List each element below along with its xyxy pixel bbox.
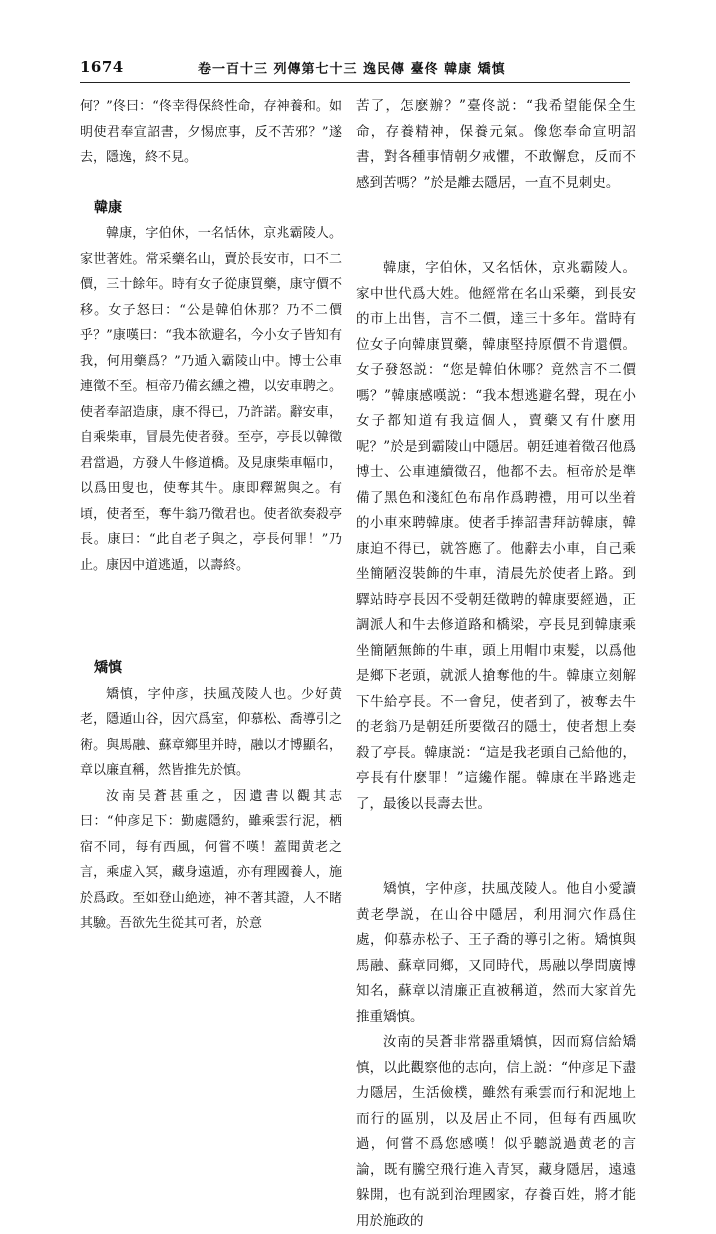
section-heading-jiao-shen: 矯慎 bbox=[94, 660, 122, 676]
spacer bbox=[80, 578, 342, 656]
spacer bbox=[356, 817, 636, 877]
right-column-modern-translation bbox=[356, 94, 636, 1229]
jiao-shen-classical-para-2: 汝南吴蒼甚重之，因遺書以觀其志曰：“仲彦足下：勤處隱約，雖乘雲行泥，栖宿不同，每有西風，何嘗不嘆！蓋聞黄老之言，乘虚入冥，藏身遠遁，亦有理國養人，施於爲政。至如登山絶迹，神不著其證，人不睹其驗。吾欲先生從其可者，於意 bbox=[80, 788, 342, 931]
han-kang-classical-text: 韓康，字伯休，一名恬休，京兆霸陵人。家世著姓。常采藥名山，賣於長安市，口不二價，三十餘年。時有女子從康買藥，康守價不移。女子怒曰：“公是韓伯休那？乃不二價乎？”康嘆曰：“我本欲避名，今小女子皆知有我，何用藥爲？”乃遁入霸陵山中。博士公車連徵不至。桓帝乃備玄纁之禮，以安車聘之。使者奉詔造康，康不得已，乃許諾。辭安車，自乘柴車，冒晨先使者發。至亭，亭長以韓徵君當過，方發人牛修道橋。及見康柴車幅巾，以爲田叟也，使奪其牛。康即釋駕與之。有頃，使者至，奪牛翁乃徵君也。使者欲奏殺亭長。康曰：“此自老子與之，亭長何罪！”乃止。康因中道逃遁，以壽終。 bbox=[80, 226, 342, 573]
tai-tong-ending-classical: 何？”佟曰：“佟幸得保終性命，存神養和。如明使君奉宣詔書，夕惕庶事，反不苦邪？”遂去，隱逸，終不見。 bbox=[80, 99, 342, 165]
left-column-classical-text bbox=[80, 94, 342, 960]
tai-tong-ending-translation: 苦了，怎麽辦？”臺佟説：“我希望能保全生命，存養精神，保養元氣。像您奉命宣明詔書，對各種事情朝夕戒懼，不敢懈怠，反而不感到苦嗎？”於是離去隱居，一直不見刺史。 bbox=[356, 98, 636, 191]
jiao-shen-translation-para-1: 矯慎，字仲彦，扶風茂陵人。他自小愛讀黄老學説，在山谷中隱居，利用洞穴作爲住處，仰慕赤松子、王子喬的導引之術。矯慎與馬融、蘇章同鄉，又同時代，馬融以學問廣博知名，蘇章以清廉正直被稱道，然而大家首先推重矯慎。 bbox=[356, 881, 636, 1025]
han-kang-translation: 韓康，字伯休，又名恬休，京兆霸陵人。家中世代爲大姓。他經常在名山采藥，到長安的市上出售，言不二價，達三十多年。當時有位女子向韓康買藥，韓康堅持原價不肯還價。女子發怒説：“您是韓伯休哪？竟然言不二價嗎？”韓康感嘆説：“我本想逃避名聲，現在小女子都知道有我這個人，賣藥又有什麽用呢？”於是到霸陵山中隱居。朝廷連着徵召他爲博士、公車連續徵召，他都不去。桓帝於是準備了黑色和淺紅色布帛作爲聘禮，用可以坐着的小車來聘韓康。使者手捧詔書拜訪韓康，韓康迫不得已，就答應了。他辭去小車，自己乘坐簡陋沒裝飾的牛車，清晨先於使者上路。到驛站時亭長因不受朝廷徵聘的韓康要經過，正調派人和牛去修道路和橋梁，亭長見到韓康乘坐簡陋無飾的牛車，頭上用帽巾束髮，以爲他是鄉下老頭，就派人搶奪他的牛。韓康立刻解下牛給亭長。不一會兒，使者到了，被奪去牛的老翁乃是朝廷所要徵召的隱士，使者想上奏殺了亭長。韓康説：“這是我老頭自己給他的，亭長有什麽罪！”這纔作罷。韓康在半路逃走了，最後以長壽去世。 bbox=[356, 260, 636, 812]
jiao-shen-classical-para-1: 矯慎，字仲彦，扶風茂陵人也。少好黄老，隱遁山谷，因穴爲室，仰慕松、喬導引之術。與馬融、蘇章鄉里并時，融以才博顯名，章以廉直稱，然皆推先於慎。 bbox=[80, 686, 342, 778]
spacer bbox=[356, 196, 636, 256]
running-title: 卷一百十三 列傳第七十三 逸民傳 臺佟 韓康 矯慎 bbox=[198, 62, 506, 77]
header-rule bbox=[80, 82, 630, 83]
section-heading-han-kang: 韓康 bbox=[94, 199, 122, 216]
page-header bbox=[80, 58, 630, 80]
page-number: 1674 bbox=[80, 58, 124, 76]
spacer bbox=[80, 171, 342, 196]
jiao-shen-translation-para-2: 汝南的吴蒼非常器重矯慎，因而寫信給矯慎，以此觀察他的志向，信上説：“仲彦足下盡力隱居，生活儉樸，雖然有乘雲而行和泥地上而行的區別，以及居止不同，但每有西風吹過，何嘗不爲您感嘆！似乎聽説過黄老的言論，既有騰空飛行進入青冥，藏身隱居，遠遠躲開，也有説到治理國家，存養百姓，將才能用於施政的 bbox=[356, 1034, 636, 1229]
